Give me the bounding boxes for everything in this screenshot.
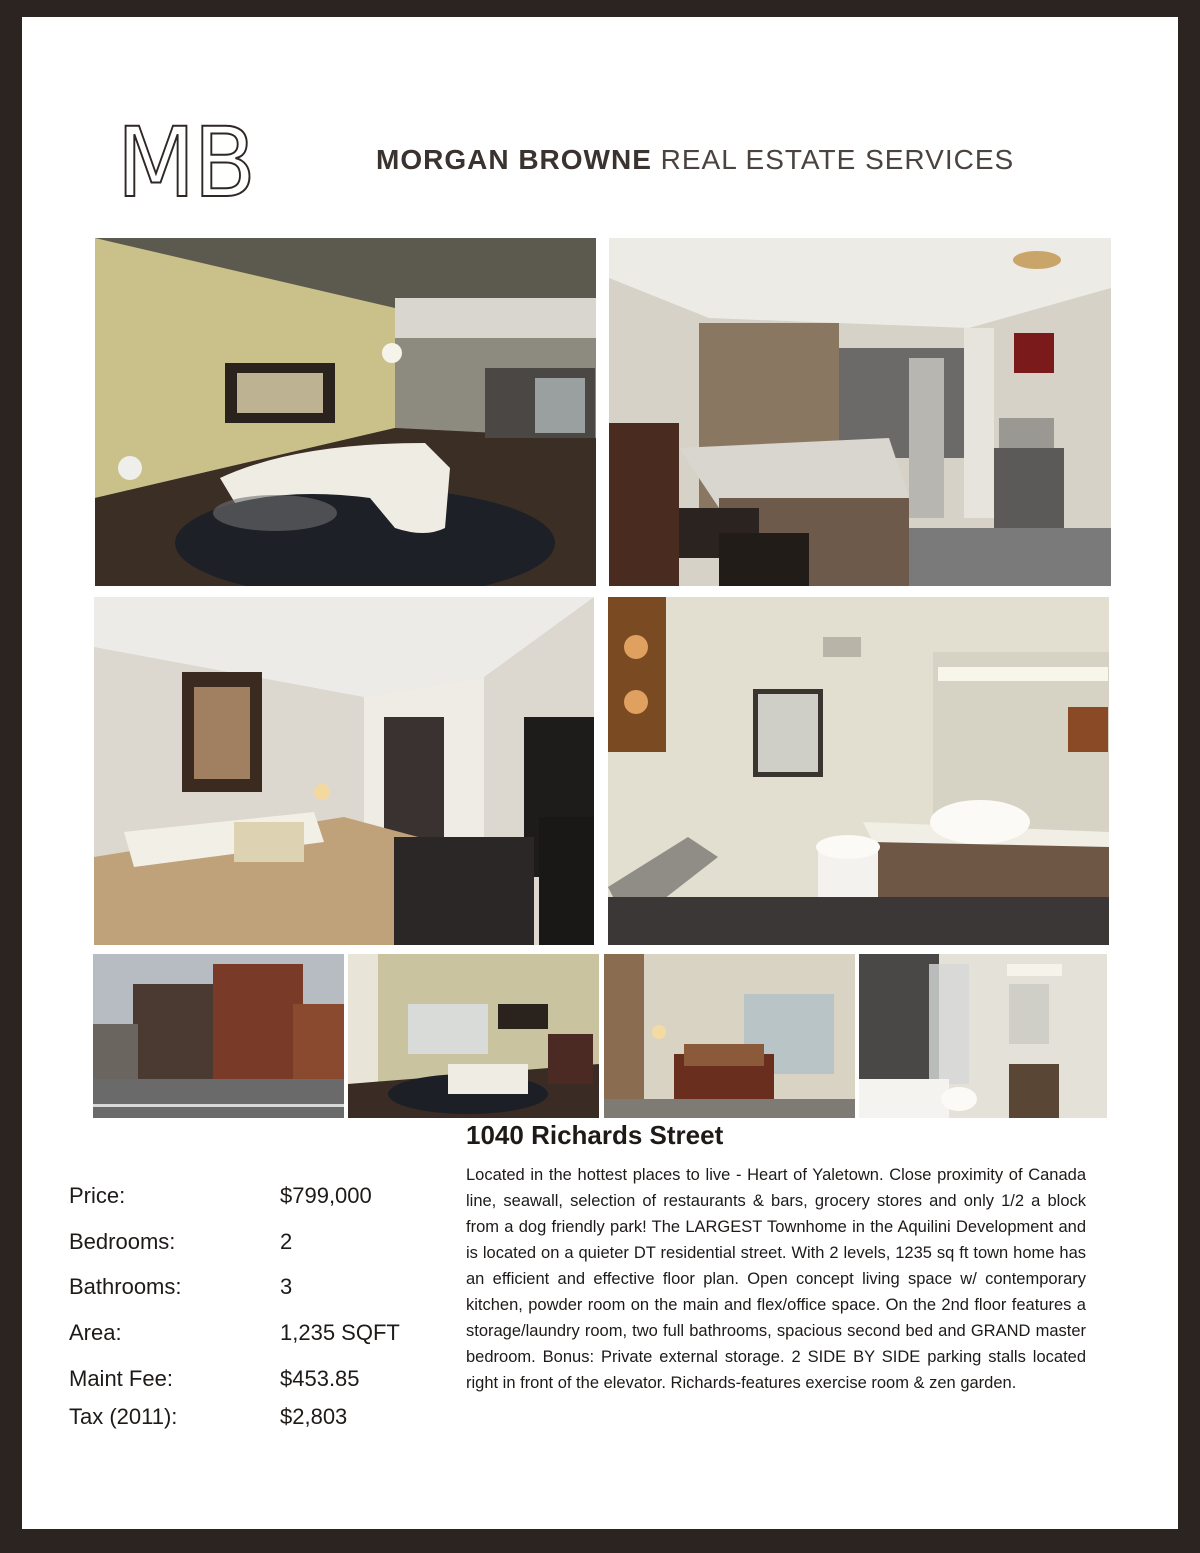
brand-name-bold: MORGAN BROWNE xyxy=(376,144,652,175)
second-bedroom-photo xyxy=(604,954,855,1118)
fact-label: Price: xyxy=(69,1183,126,1208)
listing-address: 1040 Richards Street xyxy=(466,1120,724,1150)
fact-label: Tax (2011): xyxy=(69,1404,178,1429)
living-room-wide-photo xyxy=(348,954,599,1118)
fact-value: $2,803 xyxy=(280,1404,348,1429)
fact-value: $453.85 xyxy=(280,1366,360,1391)
kitchen-photo xyxy=(609,238,1111,586)
building-exterior-photo xyxy=(93,954,344,1118)
bedroom-photo xyxy=(94,597,594,945)
bathroom-photo xyxy=(608,597,1109,945)
fact-label: Maint Fee: xyxy=(69,1366,173,1391)
fact-value: 2 xyxy=(280,1229,293,1254)
fact-label: Area: xyxy=(69,1320,122,1345)
fact-label: Bedrooms: xyxy=(69,1229,176,1254)
fact-label: Bathrooms: xyxy=(69,1274,182,1299)
brand-name-light: REAL ESTATE SERVICES xyxy=(660,144,1015,175)
mb-logo: MB xyxy=(116,107,255,219)
living-room-photo xyxy=(95,238,596,586)
fact-value: 3 xyxy=(280,1274,293,1299)
listing-description: Located in the hottest places to live - Heart of Yaletown. Close proximity of Canada line, seawall, selection of restaurants & bars, grocery stores and only 1/2 a block from a dog friendly park! The LARGEST Townhome in the Aquilini Development and is located on a quieter DT residential street. With 2 levels, 1235 sq ft town home has an efficient and effective floor plan. Open concept living space w/ contemporary kitchen, powder room on the main and flex/office space. On the 2nd floor features a storage/laundry room, two full bathrooms, spacious second bed and GRAND master bedroom. Bonus: Private external storage. 2 SIDE BY SIDE parking stalls located right in front of the elevator. Richards-features exercise room & zen garden. xyxy=(466,1166,1086,1392)
brand-name xyxy=(376,144,1014,176)
fact-value: $799,000 xyxy=(280,1183,372,1208)
second-bathroom-photo xyxy=(859,954,1107,1118)
fact-value: 1,235 SQFT xyxy=(280,1320,400,1345)
